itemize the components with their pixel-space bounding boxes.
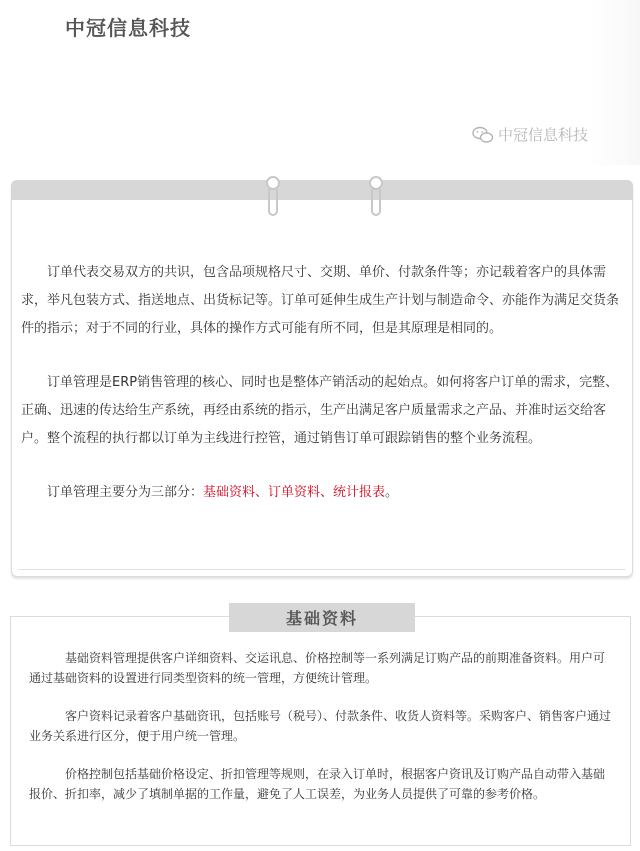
section-title-basic-data: 基础资料	[229, 603, 415, 632]
header-shade	[590, 0, 640, 165]
binder-ring-icon	[266, 176, 280, 220]
wechat-label: 中冠信息科技	[498, 126, 589, 144]
intro-summary	[21, 479, 627, 507]
intro-paragraph: 订单代表交易双方的共识，包含品项规格尺寸、交期、单价、付款条件等；亦记载着客户的具体需求，举凡包装方式、指送地点、出货标记等。订单可延伸生成生产计划与制造命令、亦能作为满足交货条件的指示；对于不同的行业，具体的操作方式可能有所不同，但是其原理是相同的。	[21, 265, 620, 336]
summary-highlight: 基础资料、订单资料、统计报表	[203, 485, 386, 500]
basic-data-paragraph: 价格控制包括基础价格设定、折扣管理等规则，在录入订单时，根据客户资讯及订购产品自动带入基础报价、折扣率，减少了填制单据的工作量，避免了人工误差，为业务人员提供了可靠的参考价格。	[29, 767, 606, 801]
intro-card-header-bar	[11, 180, 633, 200]
summary-suffix: 。	[385, 485, 399, 500]
intro-body	[21, 259, 627, 507]
intro-card	[11, 180, 633, 577]
wechat-icon	[472, 126, 494, 144]
brand-title: 中冠信息科技	[65, 16, 191, 40]
intro-paragraph: 订单管理是ERP销售管理的核心、同时也是整体产销活动的起始点。如何将客户订单的需求，完整、正确、迅速的传达给生产系统，再经由系统的指示，生产出满足客户质量需求之产品、并准时运交给客户。整个流程的执行都以订单为主线进行控管，通过销售订单可跟踪销售的整个业务流程。	[21, 375, 619, 446]
basic-data-paragraph: 基础资料管理提供客户详细资料、交运讯息、价格控制等一系列满足订购产品的前期准备资料。用户可通过基础资料的设置进行同类型资料的统一管理，方便统计管理。	[29, 651, 606, 685]
basic-data-body	[29, 648, 613, 804]
article-header	[0, 0, 640, 165]
summary-prefix: 订单管理主要分为三部分：	[47, 485, 204, 500]
wechat-watermark	[472, 124, 588, 145]
intro-card-bottom-rule	[18, 569, 626, 570]
basic-data-paragraph: 客户资料记录着客户基础资讯，包括账号（税号）、付款条件、收货人资料等。采购客户、销售客户通过业务关系进行区分，便于用户统一管理。	[29, 709, 612, 743]
binder-ring-icon	[369, 176, 383, 220]
